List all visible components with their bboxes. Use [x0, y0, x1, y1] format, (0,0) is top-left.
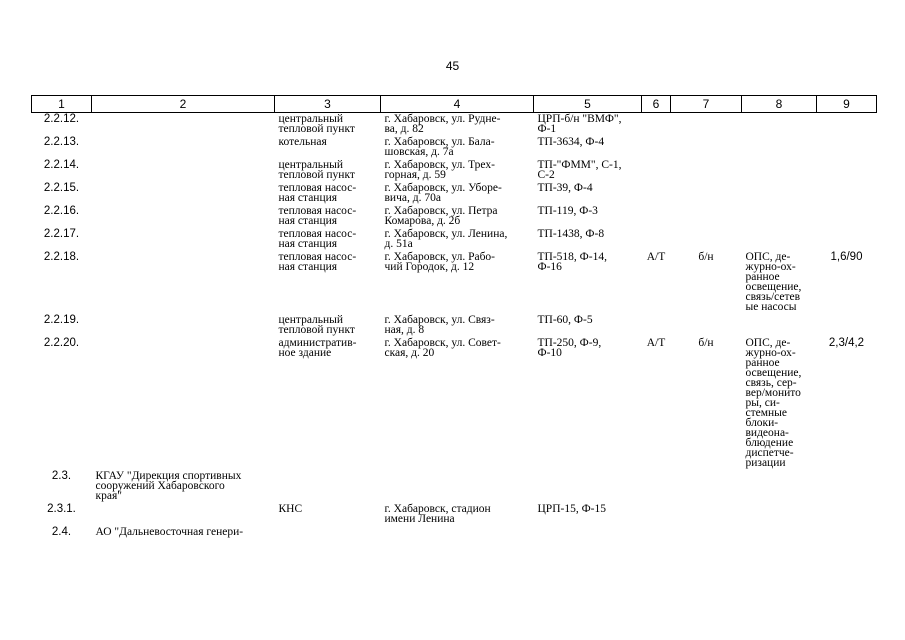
cell-col-9 — [817, 159, 877, 182]
cell-address — [381, 251, 534, 314]
address-text: г. Хабаровск, стадион имени Ленина — [384, 503, 491, 525]
cell-address — [381, 470, 534, 503]
object-type-text: центральный тепловой пункт — [278, 113, 355, 135]
cell-col-7 — [671, 205, 742, 228]
cell-item-number — [32, 159, 92, 182]
cell-object-type — [275, 159, 381, 182]
cell-col-6 — [642, 251, 671, 314]
col-9-text: 1,6/90 — [830, 251, 863, 263]
cell-col-9 — [817, 182, 877, 205]
cell-equipment — [742, 314, 817, 337]
cell-col-7 — [671, 470, 742, 503]
object-type-text: административ- ное здание — [278, 337, 357, 359]
cell-object-type — [275, 503, 381, 526]
cell-power-source — [534, 228, 642, 251]
object-type-text: тепловая насос- ная станция — [278, 251, 357, 273]
item-number-text: 2.2.18. — [43, 251, 80, 263]
cell-item-number — [32, 314, 92, 337]
cell-col-7 — [671, 113, 742, 137]
item-number-text: 2.2.19. — [43, 314, 80, 326]
cell-power-source — [534, 470, 642, 503]
header-col-5: 5 — [534, 96, 642, 113]
cell-col-9 — [817, 526, 877, 539]
table-row — [32, 159, 877, 182]
cell-organization — [92, 470, 275, 503]
cell-object-type — [275, 314, 381, 337]
table-row — [32, 113, 877, 137]
cell-power-source — [534, 337, 642, 470]
cell-power-source — [534, 159, 642, 182]
equipment-text: ОПС, де- журно-ох- ранное освещение, связь/сетев ые насосы — [745, 251, 802, 313]
object-type-text: тепловая насос- ная станция — [278, 205, 357, 227]
cell-item-number — [32, 228, 92, 251]
cell-col-9 — [817, 314, 877, 337]
table-row — [32, 526, 877, 539]
cell-item-number — [32, 470, 92, 503]
cell-item-number — [32, 182, 92, 205]
address-text: г. Хабаровск, ул. Трех- горная, д. 59 — [384, 159, 495, 181]
header-col-8: 8 — [742, 96, 817, 113]
cell-organization — [92, 337, 275, 470]
table-row — [32, 205, 877, 228]
power-source-text: ТП-"ФММ", С-1, С-2 — [537, 159, 622, 181]
cell-object-type — [275, 251, 381, 314]
power-source-text: ТП-60, Ф-5 — [537, 314, 593, 326]
item-number-text: 2.2.16. — [43, 205, 80, 217]
table-header-row — [32, 96, 877, 113]
cell-col-6 — [642, 503, 671, 526]
header-col-9: 9 — [817, 96, 877, 113]
cell-address — [381, 314, 534, 337]
table-row — [32, 251, 877, 314]
cell-col-9 — [817, 470, 877, 503]
power-source-text: ТП-518, Ф-14, Ф-16 — [537, 251, 607, 273]
cell-col-7 — [671, 503, 742, 526]
cell-col-6 — [642, 526, 671, 539]
cell-organization — [92, 136, 275, 159]
cell-col-7 — [671, 314, 742, 337]
equipment-text: ОПС, де- журно-ох- ранное освещение, связь, сер- вер/монито ры, си- стемные блоки- видеона- блюдение диспетче- ризации — [745, 337, 802, 469]
cell-equipment — [742, 251, 817, 314]
cell-item-number — [32, 113, 92, 137]
cell-equipment — [742, 205, 817, 228]
cell-col-7 — [671, 182, 742, 205]
page-number: 45 — [445, 59, 460, 73]
cell-object-type — [275, 470, 381, 503]
cell-equipment — [742, 113, 817, 137]
col-6-text: А/Т — [646, 337, 666, 349]
cell-col-9 — [817, 205, 877, 228]
header-col-7: 7 — [671, 96, 742, 113]
cell-power-source — [534, 526, 642, 539]
cell-col-9 — [817, 113, 877, 137]
cell-power-source — [534, 503, 642, 526]
cell-power-source — [534, 182, 642, 205]
cell-object-type — [275, 182, 381, 205]
cell-item-number — [32, 503, 92, 526]
cell-address — [381, 228, 534, 251]
address-text: г. Хабаровск, ул. Связ- ная, д. 8 — [384, 314, 495, 336]
cell-power-source — [534, 113, 642, 137]
item-number-text: 2.3.1. — [47, 503, 76, 515]
cell-power-source — [534, 251, 642, 314]
cell-organization — [92, 205, 275, 228]
cell-power-source — [534, 136, 642, 159]
cell-col-7 — [671, 136, 742, 159]
item-number-text: 2.2.17. — [43, 228, 80, 240]
cell-col-6 — [642, 182, 671, 205]
header-col-2: 2 — [92, 96, 275, 113]
object-type-text: тепловая насос- ная станция — [278, 228, 357, 250]
cell-col-9 — [817, 251, 877, 314]
cell-object-type — [275, 113, 381, 137]
cell-address — [381, 182, 534, 205]
cell-col-9 — [817, 228, 877, 251]
power-source-text: ТП-3634, Ф-4 — [537, 136, 605, 148]
cell-organization — [92, 314, 275, 337]
cell-organization — [92, 159, 275, 182]
col-6-text: А/Т — [646, 251, 666, 263]
address-text: г. Хабаровск, ул. Бала- шовская, д. 7а — [384, 136, 495, 158]
cell-equipment — [742, 159, 817, 182]
cell-col-6 — [642, 314, 671, 337]
cell-object-type — [275, 526, 381, 539]
cell-object-type — [275, 228, 381, 251]
cell-col-6 — [642, 228, 671, 251]
cell-equipment — [742, 526, 817, 539]
item-number-text: 2.4. — [51, 526, 72, 538]
address-text: г. Хабаровск, ул. Уборе- вича, д. 70а — [384, 182, 502, 204]
cell-col-7 — [671, 337, 742, 470]
cell-power-source — [534, 205, 642, 228]
cell-equipment — [742, 470, 817, 503]
cell-col-9 — [817, 503, 877, 526]
cell-col-6 — [642, 337, 671, 470]
cell-equipment — [742, 136, 817, 159]
cell-col-7 — [671, 526, 742, 539]
address-text: г. Хабаровск, ул. Совет- ская, д. 20 — [384, 337, 501, 359]
cell-item-number — [32, 136, 92, 159]
cell-organization — [92, 503, 275, 526]
power-source-text: ТП-119, Ф-3 — [537, 205, 598, 217]
cell-equipment — [742, 228, 817, 251]
table-row — [32, 337, 877, 470]
table-row — [32, 136, 877, 159]
power-source-text: ТП-39, Ф-4 — [537, 182, 593, 194]
organization-text: АО "Дальневосточная генери- — [95, 526, 244, 538]
cell-address — [381, 337, 534, 470]
object-type-text: центральный тепловой пункт — [278, 314, 355, 336]
cell-col-9 — [817, 136, 877, 159]
address-text: г. Хабаровск, ул. Рудне- ва, д. 82 — [384, 113, 501, 135]
cell-item-number — [32, 337, 92, 470]
cell-col-6 — [642, 205, 671, 228]
organization-text: КГАУ "Дирекция спортивных сооружений Хабаровского края" — [95, 470, 242, 502]
table-row — [32, 182, 877, 205]
cell-address — [381, 113, 534, 137]
cell-organization — [92, 182, 275, 205]
cell-organization — [92, 228, 275, 251]
cell-col-7 — [671, 251, 742, 314]
cell-item-number — [32, 251, 92, 314]
header-col-4: 4 — [381, 96, 534, 113]
col-7-text: б/н — [698, 337, 714, 349]
cell-col-6 — [642, 470, 671, 503]
cell-address — [381, 136, 534, 159]
cell-item-number — [32, 526, 92, 539]
cell-equipment — [742, 503, 817, 526]
col-9-text: 2,3/4,2 — [828, 337, 865, 349]
address-text: г. Хабаровск, ул. Рабо- чий Городок, д. 12 — [384, 251, 496, 273]
cell-col-9 — [817, 337, 877, 470]
table-row — [32, 228, 877, 251]
object-type-text: котельная — [278, 136, 327, 148]
cell-col-6 — [642, 136, 671, 159]
cell-power-source — [534, 314, 642, 337]
table-row — [32, 470, 877, 503]
power-source-text: ЦРП-б/н "ВМФ", Ф-1 — [537, 113, 622, 135]
cell-col-7 — [671, 228, 742, 251]
item-number-text: 2.2.20. — [43, 337, 80, 349]
col-7-text: б/н — [698, 251, 714, 263]
cell-address — [381, 159, 534, 182]
table-row — [32, 314, 877, 337]
object-type-text: КНС — [278, 503, 303, 515]
cell-equipment — [742, 337, 817, 470]
table-row — [32, 503, 877, 526]
item-number-text: 2.2.14. — [43, 159, 80, 171]
cell-equipment — [742, 182, 817, 205]
cell-organization — [92, 113, 275, 137]
table-body — [32, 113, 877, 540]
cell-col-6 — [642, 159, 671, 182]
cell-address — [381, 205, 534, 228]
cell-organization — [92, 251, 275, 314]
item-number-text: 2.2.13. — [43, 136, 80, 148]
document-table — [31, 95, 877, 539]
cell-col-7 — [671, 159, 742, 182]
address-text: г. Хабаровск, ул. Ленина, д. 51а — [384, 228, 508, 250]
header-col-1: 1 — [32, 96, 92, 113]
address-text: г. Хабаровск, ул. Петра Комарова, д. 2б — [384, 205, 498, 227]
cell-object-type — [275, 205, 381, 228]
power-source-text: ТП-250, Ф-9, Ф-10 — [537, 337, 602, 359]
item-number-text: 2.2.12. — [43, 113, 80, 125]
cell-item-number — [32, 205, 92, 228]
cell-organization — [92, 526, 275, 539]
power-source-text: ЦРП-15, Ф-15 — [537, 503, 607, 515]
cell-address — [381, 526, 534, 539]
item-number-text: 2.3. — [51, 470, 72, 482]
cell-object-type — [275, 136, 381, 159]
cell-object-type — [275, 337, 381, 470]
header-col-3: 3 — [275, 96, 381, 113]
item-number-text: 2.2.15. — [43, 182, 80, 194]
power-source-text: ТП-1438, Ф-8 — [537, 228, 605, 240]
cell-address — [381, 503, 534, 526]
object-type-text: тепловая насос- ная станция — [278, 182, 357, 204]
cell-col-6 — [642, 113, 671, 137]
object-type-text: центральный тепловой пункт — [278, 159, 355, 181]
header-col-6: 6 — [642, 96, 671, 113]
